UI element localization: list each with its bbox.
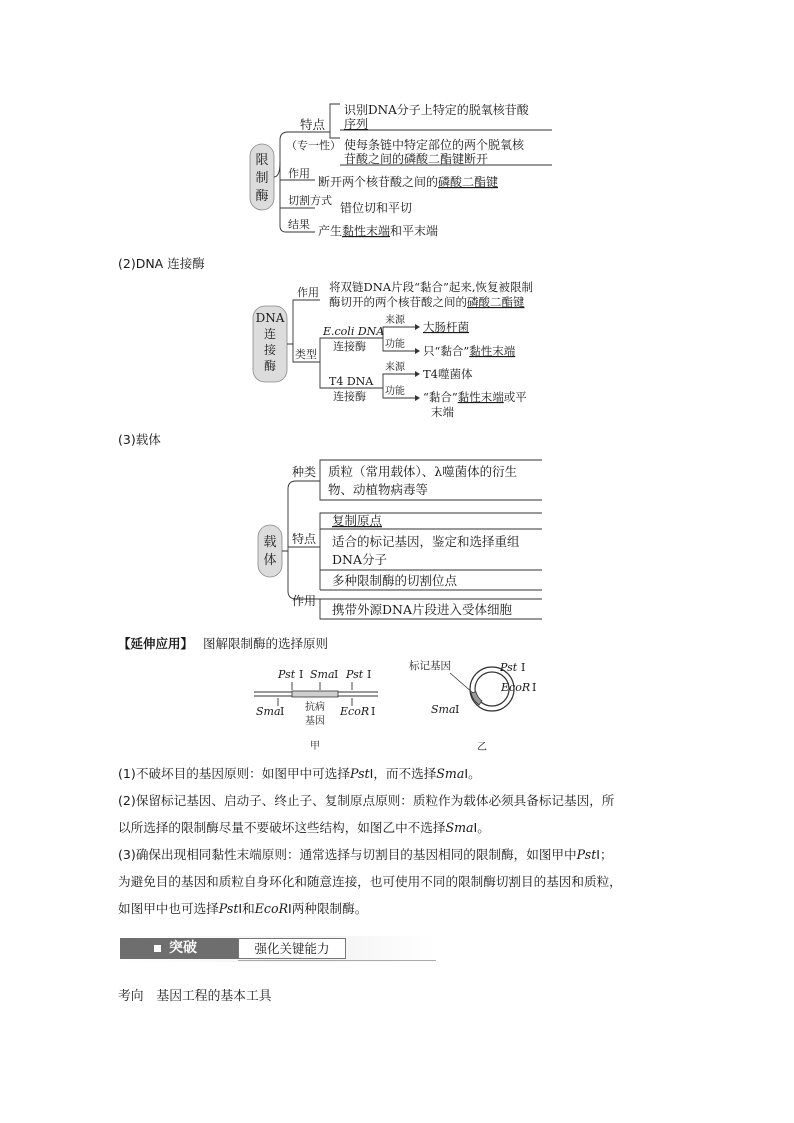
p3-eco: EcoR <box>254 901 289 916</box>
principle-3-line-1 <box>118 841 688 868</box>
vector-title-1: 载 <box>263 535 277 550</box>
p2-roman: Ⅰ <box>473 820 478 835</box>
section-badge-box <box>120 938 238 959</box>
section-subtitle-box <box>238 938 346 959</box>
func-1: 只“黏合”黏性末端 <box>423 344 516 358</box>
principle-3-line-2: 为避免目的基因和质粒自身环化和随意连接，也可使用不同的限制酶切割目的基因和质粒， <box>118 874 622 889</box>
yi-roman: Ⅰ <box>455 703 460 716</box>
func-2-b: 末端 <box>431 405 454 419</box>
p3-text-e: 两种限制酶。 <box>291 901 368 916</box>
cut-label: 切割方式 <box>288 194 332 207</box>
figure-yi <box>405 655 555 755</box>
kind-label: 种类 <box>292 465 317 479</box>
kind-2: 物、动植物病毒等 <box>328 482 429 497</box>
section-subtitle: 强化关键能力 <box>254 941 330 956</box>
p3-pst-2: Pst <box>218 901 239 916</box>
principle-3-line-3 <box>118 895 688 922</box>
p3-text-b: ； <box>600 847 613 862</box>
principle-2-line-1: (2)保留标记基因、启动子、终止子、复制原点原则：质粒作为载体必须具备标记基因，所 <box>118 793 615 808</box>
jia-roman: Ⅰ <box>371 705 376 718</box>
yi-roman: Ⅰ <box>521 661 526 674</box>
vector-heading: (3)载体 <box>118 432 161 447</box>
yi-roman: Ⅰ <box>532 681 537 694</box>
feature-1-b: 序列 <box>344 117 369 131</box>
principles <box>118 760 688 922</box>
jia-roman: Ⅰ <box>299 668 304 681</box>
p1-text-b: ，而不选择 <box>373 766 437 781</box>
ligase-action-2: 酶切开的两个核苷酸之间的磷酸二酯键 <box>329 295 525 309</box>
extension-title: 图解限制酶的选择原则 <box>203 636 329 651</box>
p1-sma: Sma <box>436 766 465 781</box>
ligase-title-3: 接 <box>263 343 277 357</box>
section-banner <box>118 936 436 962</box>
feature-label-v: 特点 <box>292 532 317 546</box>
section-badge: 突破 <box>169 940 197 956</box>
func-label-1: 功能 <box>385 339 405 350</box>
dna-ligase-diagram <box>245 278 555 423</box>
jia-eco: EcoR <box>340 705 370 718</box>
yi-eco: EcoR <box>501 681 531 694</box>
ligase-type-label: 类型 <box>295 348 317 361</box>
p3-pst: Pst <box>576 847 597 862</box>
ecoli-1: E.coli DNA <box>323 325 385 338</box>
result-label: 结果 <box>288 218 310 231</box>
jia-sma-bottom: Sma <box>256 705 281 718</box>
jia-caption: 甲 <box>310 741 320 752</box>
jia-roman: Ⅰ <box>367 668 372 681</box>
func-label-2: 功能 <box>385 386 405 397</box>
ligase-title-1: DNA <box>255 311 285 325</box>
src-2: T4噬菌体 <box>423 367 473 381</box>
p1-text-a: (1)不破坏目的基因原则：如图甲中可选择 <box>118 766 350 781</box>
ligase-action-1: 将双链DNA片段“黏合”起来,恢复被限制 <box>329 280 533 294</box>
p3-text-c: 如图甲中也可选择 <box>118 901 219 916</box>
jia-roman: Ⅰ <box>280 705 285 718</box>
p1-roman: Ⅰ <box>464 766 469 781</box>
jia-pst-1: Pst <box>278 668 296 681</box>
jia-gene-2: 基因 <box>305 716 325 727</box>
action-text: 断开两个核苷酸之间的磷酸二酯键 <box>318 175 499 189</box>
yi-caption: 乙 <box>477 742 487 753</box>
restriction-title-char: 制 <box>255 171 269 186</box>
use-1: 携带外源DNA片段进入受体细胞 <box>332 602 512 617</box>
feat-3: 多种限制酶的切割位点 <box>332 573 458 588</box>
ligase-action-label: 作用 <box>297 286 319 299</box>
section-rule <box>238 960 436 961</box>
p1-roman: Ⅰ <box>369 766 374 781</box>
vector-title-2: 体 <box>263 553 277 568</box>
feat-2: 适合的标记基因，鉴定和选择重组 <box>332 534 520 549</box>
p2-sma: Sma <box>445 820 474 835</box>
ligase-title-2: 连 <box>263 327 277 341</box>
p2-text-a: 以所选择的限制酶尽量不要破坏这些结构，如图乙中不选择 <box>118 820 446 835</box>
p1-text-c: 。 <box>468 766 481 781</box>
t4-2: 连接酶 <box>333 390 366 403</box>
restriction-enzyme-diagram <box>240 92 560 242</box>
ecoli-2: 连接酶 <box>333 340 366 353</box>
principle-2-line-2 <box>118 814 688 841</box>
src-1: 大肠杆菌 <box>423 320 469 334</box>
p3-roman: Ⅰ <box>288 901 292 916</box>
p1-pst: Pst <box>349 766 370 781</box>
yi-marker: 标记基因 <box>409 660 451 672</box>
jia-pst-2: Pst <box>346 668 364 681</box>
feature-2-a: 使每条链中特定部位的两个脱氧核 <box>344 138 525 152</box>
section-bullet-icon <box>154 945 161 952</box>
p3-text-a: (3)确保出现相同黏性末端原则：通常选择与切割目的基因相同的限制酶，如图甲中 <box>118 847 577 862</box>
feature-sub: （专一性） <box>286 139 341 152</box>
ligase-title-4: 酶 <box>263 359 277 373</box>
cut-text: 错位切和平切 <box>340 201 413 215</box>
p2-text-b: 。 <box>477 820 490 835</box>
src-label-2: 来源 <box>385 362 405 373</box>
vector-diagram <box>250 455 550 627</box>
feature-1-a: 识别DNA分子上特定的脱氧核苷酸 <box>344 103 529 117</box>
func-2: “黏合”黏性末端或平 <box>423 390 527 404</box>
p3-roman: Ⅰ <box>238 901 243 916</box>
principle-1 <box>118 760 688 787</box>
feature-label: 特点 <box>300 117 326 132</box>
jia-roman: Ⅰ <box>334 668 339 681</box>
restriction-title-char: 限 <box>255 153 269 168</box>
yi-pst: Pst <box>500 661 518 674</box>
jia-gene-1: 抗病 <box>305 702 325 713</box>
yi-sma: Sma <box>431 703 456 716</box>
p3-text-d: 和 <box>242 901 255 916</box>
result-text: 产生黏性末端和平末端 <box>318 224 439 238</box>
kind-1: 质粒（常用载体）、λ噬菌体的衍生 <box>328 464 518 479</box>
topic-line: 考向 基因工程的基本工具 <box>118 989 272 1004</box>
feat-2b: DNA分子 <box>332 552 387 567</box>
extension-heading <box>118 634 328 652</box>
ligase-heading: (2)DNA 连接酶 <box>118 256 205 271</box>
use-label: 作用 <box>292 594 317 608</box>
feat-1: 复制原点 <box>332 513 383 528</box>
restriction-title-char: 酶 <box>255 189 269 204</box>
t4-1: T4 DNA <box>329 375 374 388</box>
src-label-1: 来源 <box>385 315 405 326</box>
feature-2-b: 苷酸之间的磷酸二酯键断开 <box>344 152 489 166</box>
extension-tag: 【延伸应用】 <box>118 636 194 651</box>
action-label: 作用 <box>288 167 310 180</box>
p3-roman: Ⅰ <box>596 847 601 862</box>
jia-sma-top: Sma <box>310 668 335 681</box>
figure-jia <box>248 660 388 755</box>
